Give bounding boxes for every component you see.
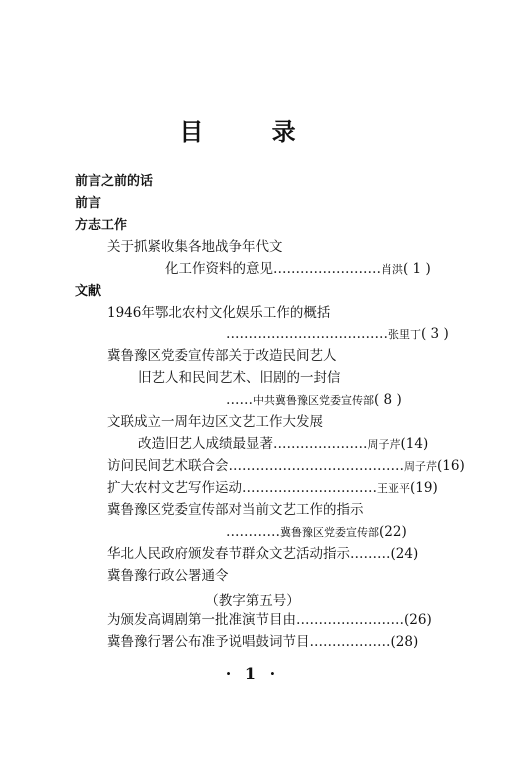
toc-entry-10-page: (26)	[404, 612, 432, 628]
toc-entry-7-author: 冀鲁豫区党委宣传部	[280, 526, 379, 539]
leader-dots: …………………	[273, 436, 368, 452]
toc-entry-3-title-line2[interactable]: 旧艺人和民间艺术、旧剧的一封信	[138, 370, 341, 386]
toc-entry-1-title-line1[interactable]: 关于抓紧收集各地战争年代文	[107, 239, 283, 255]
section-documents[interactable]: 文献	[75, 284, 102, 299]
leader-dots: ………………………………	[226, 326, 388, 342]
toc-entry-6[interactable]	[107, 479, 438, 498]
leader-dots: …………………………	[242, 480, 377, 496]
toc-entry-4[interactable]	[138, 435, 428, 454]
toc-entry-3-title-line1[interactable]: 冀鲁豫区党委宣传部关于改造民间艺人	[107, 348, 337, 364]
toc-entry-4-title-line2: 改造旧艺人成绩最显著	[138, 436, 273, 452]
toc-entry-10-title: 为颁发高调剧第一批准演节目由	[107, 612, 296, 628]
page-title: 目 录	[179, 117, 326, 146]
toc-entry-3-page: ( 8 )	[374, 392, 402, 408]
toc-entry-8-title: 华北人民政府颁发春节群众文艺活动指示	[107, 546, 350, 562]
leader-dots: ………	[350, 546, 391, 562]
toc-entry-9-title[interactable]: 冀鲁豫行政公署通令	[107, 568, 229, 584]
toc-entry-4-author: 周子芹	[367, 438, 401, 451]
toc-entry-4-title-line1[interactable]: 文联成立一周年边区文艺工作大发展	[107, 414, 323, 430]
leader-dots: ……………………	[296, 612, 404, 628]
toc-entry-2-page: ( 3 )	[421, 326, 449, 342]
toc-entry-1-page: ( 1 )	[403, 261, 431, 277]
toc-entry-7-title-line1[interactable]: 冀鲁豫区党委宣传部对当前文艺工作的指示	[107, 502, 364, 518]
toc-entry-11-title: 冀鲁豫行署公布准予说唱鼓词节目	[107, 634, 310, 650]
toc-entry-9-note: （教字第五号）	[205, 593, 300, 609]
toc-entry-2-author: 张里丁	[388, 328, 421, 341]
toc-entry-11-page: (28)	[390, 634, 419, 650]
toc-entry-11[interactable]	[107, 633, 418, 651]
toc-entry-2-title-line1[interactable]: 1946年鄂北农村文化娱乐工作的概括	[107, 305, 331, 321]
toc-entry-5-title: 访问民间艺术联合会	[107, 458, 229, 474]
leader-dots: ……	[226, 392, 253, 408]
toc-entry-5[interactable]	[107, 457, 465, 476]
toc-entry-6-page: (19)	[410, 480, 438, 496]
toc-entry-6-title: 扩大农村文艺写作运动	[107, 480, 242, 496]
toc-entry-3-author: 中共冀鲁豫区党委宣传部	[253, 394, 374, 407]
toc-entry-8-page: (24)	[390, 546, 419, 562]
leader-dots: ……………………	[273, 261, 381, 277]
section-preface-to-preface[interactable]: 前言之前的话	[75, 174, 154, 189]
toc-entry-8[interactable]	[107, 545, 418, 563]
leader-dots: ………………	[309, 634, 391, 650]
toc-entry-1[interactable]	[165, 260, 431, 279]
toc-entry-5-author: 周子芹	[404, 460, 437, 473]
leader-dots: …………	[226, 524, 280, 540]
toc-entry-3[interactable]	[226, 391, 402, 410]
toc-entry-7[interactable]	[226, 523, 407, 542]
toc-entry-7-page: (22)	[379, 524, 407, 540]
section-local-records[interactable]: 方志工作	[75, 218, 128, 233]
toc-entry-10[interactable]	[107, 611, 432, 629]
page-number-footer: · 1 ·	[225, 664, 280, 683]
toc-entry-6-author: 王亚平	[377, 482, 410, 495]
toc-entry-5-page: (16)	[437, 458, 465, 474]
leader-dots: …………………………………	[228, 458, 404, 474]
toc-entry-1-author: 肖洪	[381, 263, 403, 276]
section-preface[interactable]: 前言	[75, 196, 102, 211]
toc-entry-1-title-line2: 化工作资料的意见	[165, 261, 273, 277]
toc-entry-4-page: (14)	[400, 436, 429, 452]
toc-entry-2[interactable]	[226, 325, 449, 344]
